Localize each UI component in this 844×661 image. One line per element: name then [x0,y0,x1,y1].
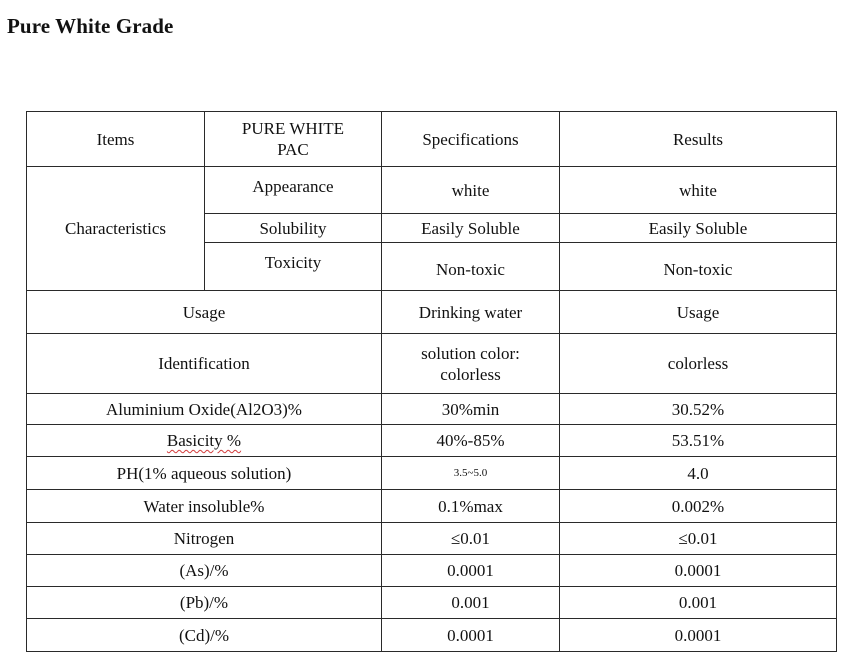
row-result: 53.51% [560,425,837,457]
characteristic-item: Appearance [205,167,382,214]
identification-spec-line2: colorless [440,364,501,384]
header-specifications: Specifications [382,112,560,167]
row-item: Basicity % [27,425,382,457]
table-row [27,619,837,652]
header-results: Results [560,112,837,167]
row-item: (Cd)/% [27,619,382,652]
characteristic-spec: Easily Soluble [382,214,560,243]
characteristic-item: Solubility [205,214,382,243]
row-item: PH(1% aqueous solution) [27,457,382,490]
row-result: 4.0 [560,457,837,490]
row-result: 0.0001 [560,619,837,652]
row-spec: 0.1%max [382,490,560,523]
characteristic-result: Easily Soluble [560,214,837,243]
header-product [205,112,382,167]
table-row [27,425,837,457]
row-item: Nitrogen [27,523,382,555]
table-row [27,457,837,490]
table-row [27,394,837,425]
row-spec: 0.0001 [382,619,560,652]
identification-spec [382,334,560,394]
row-item: (As)/% [27,555,382,587]
table-row [27,587,837,619]
characteristic-spec: white [382,167,560,214]
usage-item: Usage [27,291,382,334]
identification-spec-line1: solution color: [421,343,520,363]
characteristic-result: Non-toxic [560,243,837,291]
usage-result: Usage [560,291,837,334]
identification-item: Identification [27,334,382,394]
characteristics-label: Characteristics [27,167,205,291]
row-spec: 0.001 [382,587,560,619]
row-result: 0.0001 [560,555,837,587]
usage-spec: Drinking water [382,291,560,334]
row-result: ≤0.01 [560,523,837,555]
row-spec: 30%min [382,394,560,425]
row-item: (Pb)/% [27,587,382,619]
row-result: 0.001 [560,587,837,619]
table-row [27,167,837,214]
table-row [27,555,837,587]
header-items: Items [27,112,205,167]
row-item: Water insoluble% [27,490,382,523]
row-spec: ≤0.01 [382,523,560,555]
table-row [27,291,837,334]
row-result: 0.002% [560,490,837,523]
row-result: 30.52% [560,394,837,425]
characteristic-spec: Non-toxic [382,243,560,291]
row-spec: 40%-85% [382,425,560,457]
specification-table [26,111,837,652]
table-row [27,523,837,555]
header-product-line1: PURE WHITE [241,119,345,138]
table-row [27,490,837,523]
row-spec: 3.5~5.0 [382,457,560,490]
table-row [27,334,837,394]
row-spec: 0.0001 [382,555,560,587]
characteristic-item: Toxicity [205,243,382,291]
page-title: Pure White Grade [7,14,174,38]
header-row [27,112,837,167]
row-item: Aluminium Oxide(Al2O3)% [27,394,382,425]
header-product-line2: PAC [277,140,309,159]
characteristic-result: white [560,167,837,214]
identification-result: colorless [560,334,837,394]
